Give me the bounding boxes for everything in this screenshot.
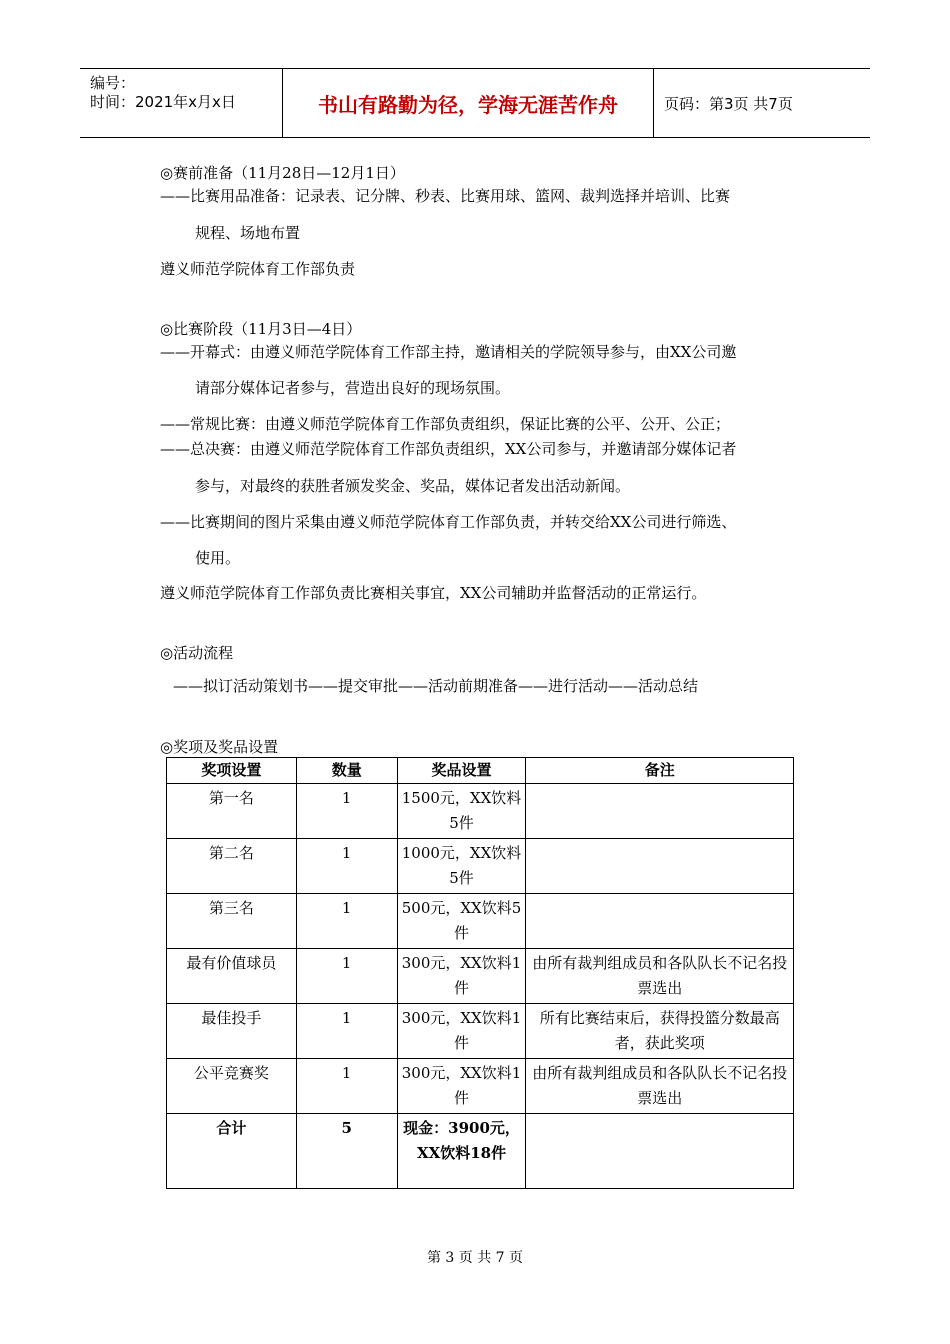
stage-line-3: ——常规比赛：由遵义师范学院体育工作部负责组织，保证比赛的公平、公开、公正； (160, 415, 731, 433)
quantity-cell: 1 (296, 1004, 397, 1059)
stage-line-2: 请部分媒体记者参与，营造出良好的现场氛围。 (195, 379, 511, 397)
note-cell (526, 784, 794, 839)
page-header (80, 68, 870, 138)
table-row (167, 784, 794, 839)
header-quantity: 数量 (296, 758, 397, 784)
header-motto: 书山有路勤为径，学海无涯苦作舟 (283, 69, 654, 137)
awards-heading: ◎奖项及奖品设置 (160, 738, 279, 756)
total-prize-cell: 现金：3900元，XX饮料18件 (397, 1114, 526, 1189)
prize-cell: 1000元，XX饮料5件 (397, 839, 526, 894)
stage-summary: 遵义师范学院体育工作部负责比赛相关事宜，XX公司辅助并监督活动的正常运行。 (160, 584, 707, 602)
prep-responsible: 遵义师范学院体育工作部负责 (160, 260, 356, 278)
header-award: 奖项设置 (167, 758, 297, 784)
document-date-label: 时间：2021年x月x日 (90, 93, 236, 111)
note-cell (526, 894, 794, 949)
header-meta-cell (80, 69, 283, 137)
note-cell: 所有比赛结束后，获得投篮分数最高者，获此奖项 (526, 1004, 794, 1059)
prize-cell: 300元，XX饮料1件 (397, 1059, 526, 1114)
flow-heading: ◎活动流程 (160, 644, 234, 662)
stage-line-7: 使用。 (195, 549, 241, 567)
prep-heading: ◎赛前准备（11月28日—12月1日） (160, 164, 405, 182)
table-header-row (167, 758, 794, 784)
quantity-cell: 1 (296, 1059, 397, 1114)
award-cell: 第一名 (167, 784, 297, 839)
awards-table (166, 757, 794, 1189)
award-cell: 公平竞赛奖 (167, 1059, 297, 1114)
note-cell: 由所有裁判组成员和各队队长不记名投票选出 (526, 949, 794, 1004)
quantity-cell: 1 (296, 839, 397, 894)
prize-cell: 300元，XX饮料1件 (397, 949, 526, 1004)
prize-cell: 300元，XX饮料1件 (397, 1004, 526, 1059)
table-row (167, 949, 794, 1004)
table-total-row (167, 1114, 794, 1189)
stage-line-1: ——开幕式：由遵义师范学院体育工作部主持，邀请相关的学院领导参与，由XX公司邀 (160, 343, 737, 361)
stage-heading: ◎比赛阶段（11月3日—4日） (160, 320, 362, 338)
flow-line: ——拟订活动策划书——提交审批——活动前期准备——进行活动——活动总结 (173, 677, 699, 695)
header-page-number: 页码：第3页 共7页 (664, 94, 793, 113)
stage-line-5: 参与，对最终的获胜者颁发奖金、奖品，媒体记者发出活动新闻。 (195, 477, 631, 495)
header-prize: 奖品设置 (397, 758, 526, 784)
award-cell: 最佳投手 (167, 1004, 297, 1059)
table-row (167, 894, 794, 949)
table-row (167, 839, 794, 894)
table-row (167, 1059, 794, 1114)
award-cell: 第三名 (167, 894, 297, 949)
award-cell: 最有价值球员 (167, 949, 297, 1004)
page-footer: 第 3 页 共 7 页 (426, 1250, 524, 1266)
prize-cell: 500元，XX饮料5件 (397, 894, 526, 949)
stage-line-4: ——总决赛：由遵义师范学院体育工作部负责组织，XX公司参与，并邀请部分媒体记者 (160, 440, 737, 458)
stage-line-6: ——比赛期间的图片采集由遵义师范学院体育工作部负责，并转交给XX公司进行筛选、 (160, 513, 737, 531)
total-note-cell (526, 1114, 794, 1189)
prep-line-2: 规程、场地布置 (195, 224, 301, 242)
award-cell: 第二名 (167, 839, 297, 894)
total-label-cell: 合计 (167, 1114, 297, 1189)
header-note: 备注 (526, 758, 794, 784)
quantity-cell: 1 (296, 784, 397, 839)
note-cell: 由所有裁判组成员和各队队长不记名投票选出 (526, 1059, 794, 1114)
quantity-cell: 1 (296, 894, 397, 949)
note-cell (526, 839, 794, 894)
prize-cell: 1500元，XX饮料5件 (397, 784, 526, 839)
document-number-label: 编号： (90, 74, 136, 92)
prep-line-1: ——比赛用品准备：记录表、记分牌、秒表、比赛用球、篮网、裁判选择并培训、比赛 (160, 187, 731, 205)
table-row (167, 1004, 794, 1059)
total-quantity-cell: 5 (296, 1114, 397, 1189)
quantity-cell: 1 (296, 949, 397, 1004)
